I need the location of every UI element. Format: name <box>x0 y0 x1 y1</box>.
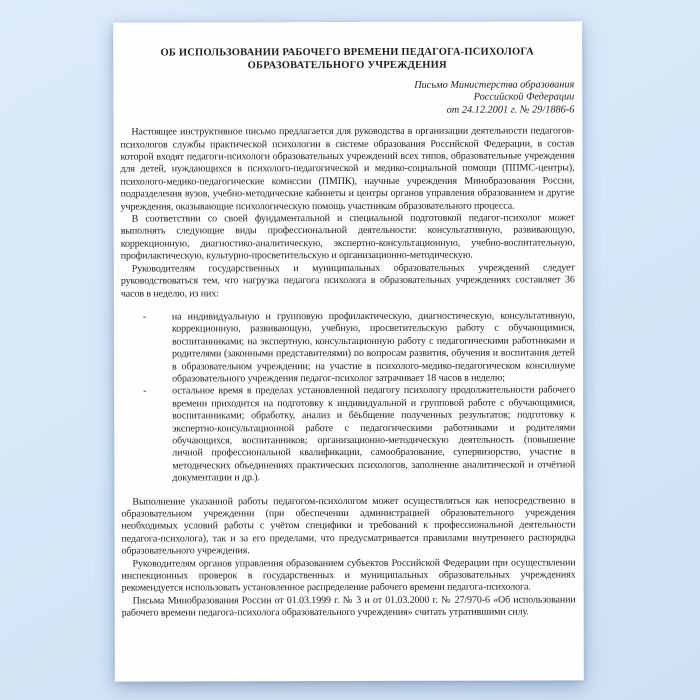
list-item-text: на индивидуальную и групповую профилактическую, диагностическую, консультативную, коррекционную, развивающую, учебную, просветительскую работу с обучающимися, воспитанниками; на экспертную, консультационную работу с педагогическими работниками и родителями (законными представителями) по вопросам развития, обучения и воспитания детей в образовательном учреждении; на участие в психолого-медико-педагогическом консилиуме образовательного учреждения педагог-психолог затрачивает 18 часов в неделю; <box>171 310 576 385</box>
workload-list <box>121 310 575 485</box>
list-dash: - <box>142 311 147 323</box>
paragraph: Руководителям государственных и муниципальных образовательных учреждений следует руководствоваться тем, что нагрузка педагога психолога в образовательных учреждениях составляет 36 часов в неделю, из них: <box>120 262 575 300</box>
list-item <box>142 310 576 385</box>
list-item <box>143 384 576 485</box>
document-title-line-1: ОБ ИСПОЛЬЗОВАНИИ РАБОЧЕГО ВРЕМЕНИ ПЕДАГОГА-ПСИХОЛОГА <box>160 46 534 59</box>
document-page <box>113 21 584 681</box>
document-title-line-2: ОБРАЗОВАТЕЛЬНОГО УЧРЕЖДЕНИЯ <box>247 59 447 72</box>
list-dash: - <box>143 385 147 397</box>
paragraph: Выполнение указанной работы педагогом-психологом может осуществляться как непосредственно в образовательном учреждении (при обеспечении администрацией образовательного учреждения необходимых условий работы с учётом специфики и требований к профессиональной деятельности педагога-психолога), так и за его пределами, что предусматривается правилами внутреннего распорядка образовательного учреждения. <box>121 495 576 557</box>
document-title <box>120 45 574 72</box>
paragraph: Настоящее инструктивное письмо предлагается для руководства в организации деятельности педагогов-психологов службы практической психологии в системе образования Российской Федерации, в состав которой входят педагоги-психологи образовательных учреждений всех типов, образовательные учреждения для детей, нуждающихся в психолого-педагогической и медико-социальной помощи (ППМС-центры), психолого-медико-педагогические комиссии (ПМПК), научные учреждения Минобразования России, подразделения вузов, учебно-методические кабинеты и центры органов управления образованием и другие учреждения, оказывающие психологическую помощь участникам образовательного процесса. <box>120 125 575 213</box>
document-body <box>120 126 575 621</box>
list-item-text: остальное время в пределах установленной педагогу психологу продолжительности рабочего времени приходится на подготовку к индивидуальной и групповой работе с обучающимися, воспитанниками; обработку, анализ и бёьбщение полученных результатов; подготовку к экспертно-консультационной работе с педагогическими работниками и родителями обучающихся, воспитанников; организационно-методическую деятельность (повышение личной профессиональной квалификации, самообразование, супервизорство, участие в методических объединениях практических психологов, заполнение аналитической и отчётной документации и др.). <box>172 384 576 484</box>
paragraph: В соответствии со своей фундаментальной и специальной подготовкой педагог-психолог может выполнять следующие виды профессиональной деятельности: консультативную, развивающую, коррекционную, диагностико-аналитическую, экспертно-консультационную, учебно-воспитательную, профилактическую, культурно-просветительскую и организационно-методическую. <box>120 212 575 262</box>
letterhead-date-number: от 24.12.2001 г. № 29/1886-6 <box>446 104 575 116</box>
paragraph: Руководителям органов управления образованием субъектов Российской Федерации при осуществлении инспекционных проверок в государственных и муниципальных образовательных учреждениях рекомендуется использовать установленное распределение рабочего времени педагога-психолога. <box>121 557 576 595</box>
letterhead-source: Письмо Министерства образования <box>414 79 575 91</box>
letterhead <box>120 79 574 117</box>
letterhead-org: Российской Федерации <box>473 91 575 104</box>
paragraph: Письма Минобразования России от 01.03.1999 г. № 3 и от 01.03.2000 г. № 27/970-6 «Об использовании рабочего времени педагога-психолога образовательного учреждения» считать утратившими силу. <box>121 594 576 619</box>
